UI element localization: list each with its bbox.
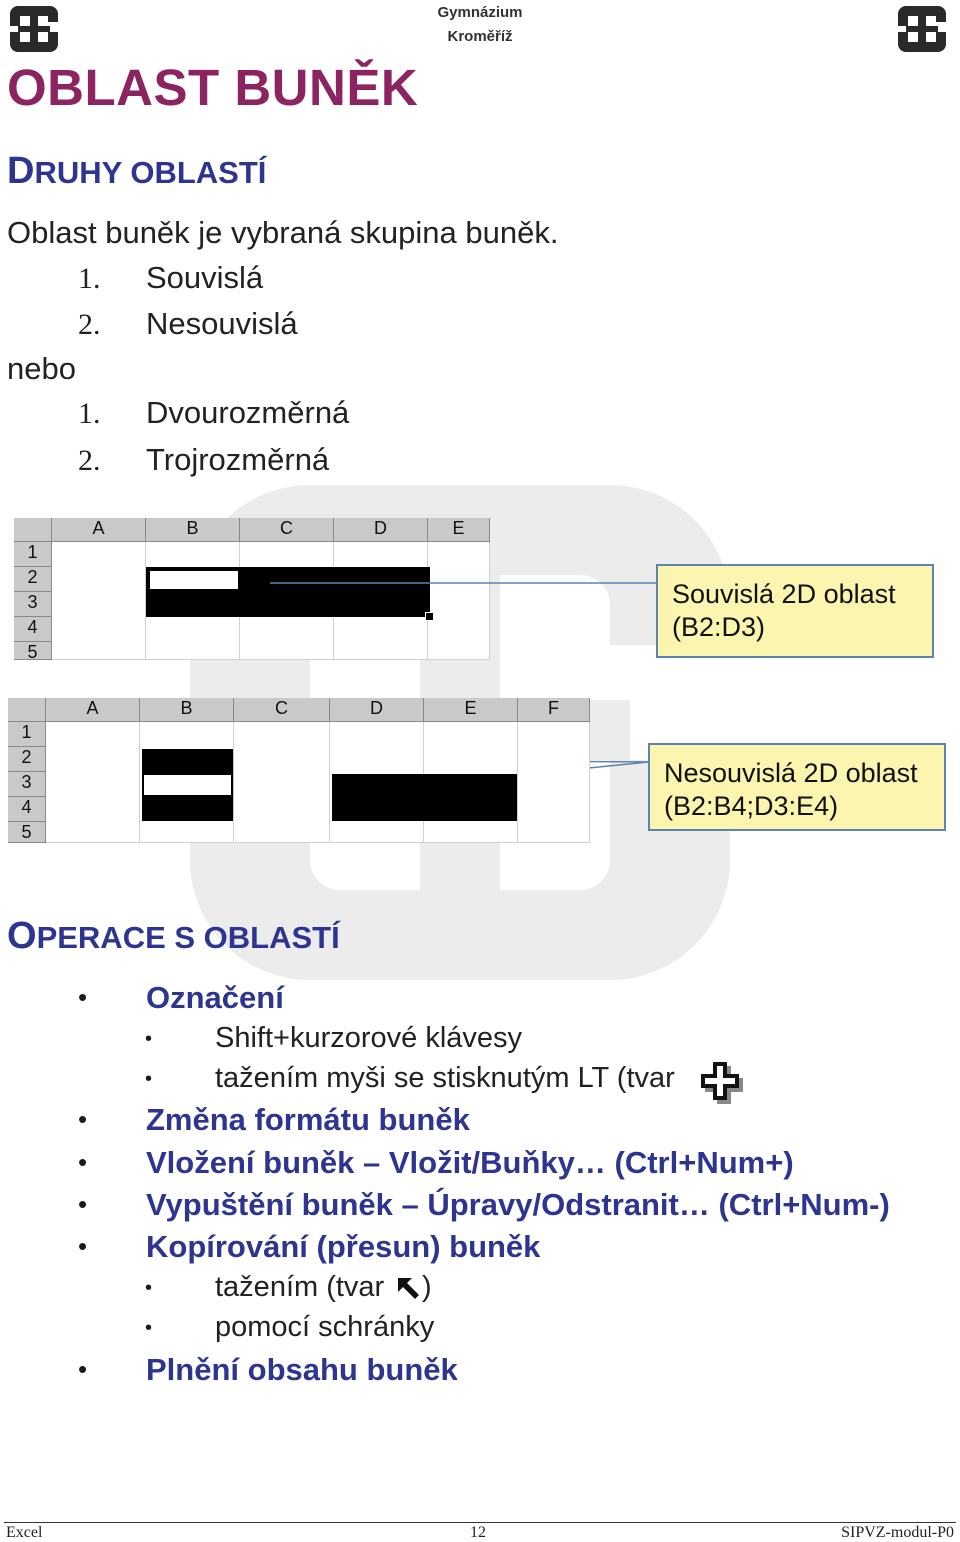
school-name: Gymnázium [437, 4, 523, 21]
column-header: F [518, 698, 590, 722]
spreadsheet-contiguous [14, 518, 490, 660]
row-header: 1 [8, 722, 46, 747]
column-header: D [330, 698, 424, 722]
spreadsheet-noncontiguous [8, 698, 590, 843]
row-header: 2 [8, 747, 46, 772]
callout-noncontiguous [648, 743, 946, 831]
page-number: 12 [470, 1524, 486, 1541]
bullet-icon: • [145, 1068, 153, 1090]
column-header: E [428, 518, 490, 542]
row-header: 5 [8, 822, 46, 843]
fill-handle [425, 612, 434, 621]
list-item: Vložení buněk – Vložit/Buňky… (Ctrl+Num+) [146, 1145, 794, 1180]
bullet-icon: • [78, 1147, 88, 1177]
callout-line: Souvislá 2D oblast [672, 579, 896, 609]
intro-text: Oblast buněk je vybraná skupina buněk. [7, 215, 559, 250]
column-header: B [140, 698, 234, 722]
list-item: tažením (tvar [215, 1271, 385, 1303]
list-item: Změna formátu buněk [146, 1102, 470, 1137]
column-header: E [424, 698, 518, 722]
list-item: tažením myši se stisknutým LT (tvar [215, 1062, 675, 1094]
callout-line: Nesouvislá 2D oblast [664, 758, 918, 788]
column-header: C [240, 518, 334, 542]
school-city: Kroměříž [447, 28, 513, 45]
school-logo-icon [896, 4, 948, 54]
list-item: Nesouvislá [146, 306, 298, 341]
grid-column [518, 722, 590, 843]
school-logo-icon [8, 4, 60, 54]
list-item: Vypuštění buněk – Úpravy/Odstranit… (Ctrl+Num-) [146, 1187, 890, 1222]
list-item: Trojrozměrná [146, 442, 330, 477]
column-header: D [334, 518, 428, 542]
column-header: A [46, 698, 140, 722]
list-number: 1. [78, 262, 101, 295]
list-number: 2. [78, 308, 101, 341]
column-header: A [52, 518, 146, 542]
arrow-cursor-icon [395, 1275, 421, 1303]
bullet-icon: • [145, 1317, 153, 1339]
callout-line: (B2:B4;D3:E4) [664, 791, 839, 821]
row-header: 2 [14, 567, 52, 592]
callout-contiguous [656, 564, 934, 658]
column-header: B [146, 518, 240, 542]
row-header: 1 [14, 542, 52, 567]
grid-column [46, 722, 140, 843]
selection-range [332, 774, 517, 821]
grid-column [428, 542, 490, 660]
corner-header [8, 698, 46, 722]
active-cell [144, 775, 231, 795]
bullet-icon: • [78, 1354, 88, 1384]
list-item: Souvislá [146, 260, 264, 295]
bullet-icon: • [78, 1231, 88, 1261]
footer-right: SIPVZ-modul-P0 [841, 1524, 954, 1541]
row-header: 4 [14, 617, 52, 642]
row-header: 3 [8, 772, 46, 797]
row-header: 4 [8, 797, 46, 822]
page-title: OBLAST BUNĚK [7, 59, 419, 116]
column-header: C [234, 698, 330, 722]
callout-line: (B2:D3) [672, 612, 766, 642]
corner-header [14, 518, 52, 542]
connector-text: nebo [7, 351, 76, 386]
list-item: Shift+kurzorové klávesy [215, 1022, 523, 1054]
list-item: Plnění obsahu buněk [146, 1352, 458, 1387]
list-item: pomocí schránky [215, 1311, 435, 1343]
bullet-icon: • [145, 1028, 153, 1050]
active-cell [150, 571, 238, 589]
row-header: 5 [14, 642, 52, 660]
footer-divider [4, 1522, 956, 1523]
footer-left: Excel [6, 1524, 43, 1541]
bullet-icon: • [78, 1189, 88, 1219]
section-title-druhy: DRUHY OBLASTÍ [7, 150, 267, 192]
list-number: 1. [78, 397, 101, 430]
cross-cursor-icon [698, 1059, 744, 1105]
bullet-icon: • [78, 1104, 88, 1134]
list-item: Kopírování (přesun) buněk [146, 1229, 541, 1264]
list-number: 2. [78, 444, 101, 477]
grid-column [234, 722, 330, 843]
section-title-operace: OPERACE S OBLASTÍ [7, 915, 340, 957]
list-item: Dvourozměrná [146, 395, 350, 430]
bullet-icon: • [78, 982, 88, 1012]
list-item-suffix: ) [422, 1271, 432, 1303]
list-item: Označení [146, 980, 284, 1015]
grid-column [52, 542, 146, 660]
bullet-icon: • [145, 1277, 153, 1299]
row-header: 3 [14, 592, 52, 617]
